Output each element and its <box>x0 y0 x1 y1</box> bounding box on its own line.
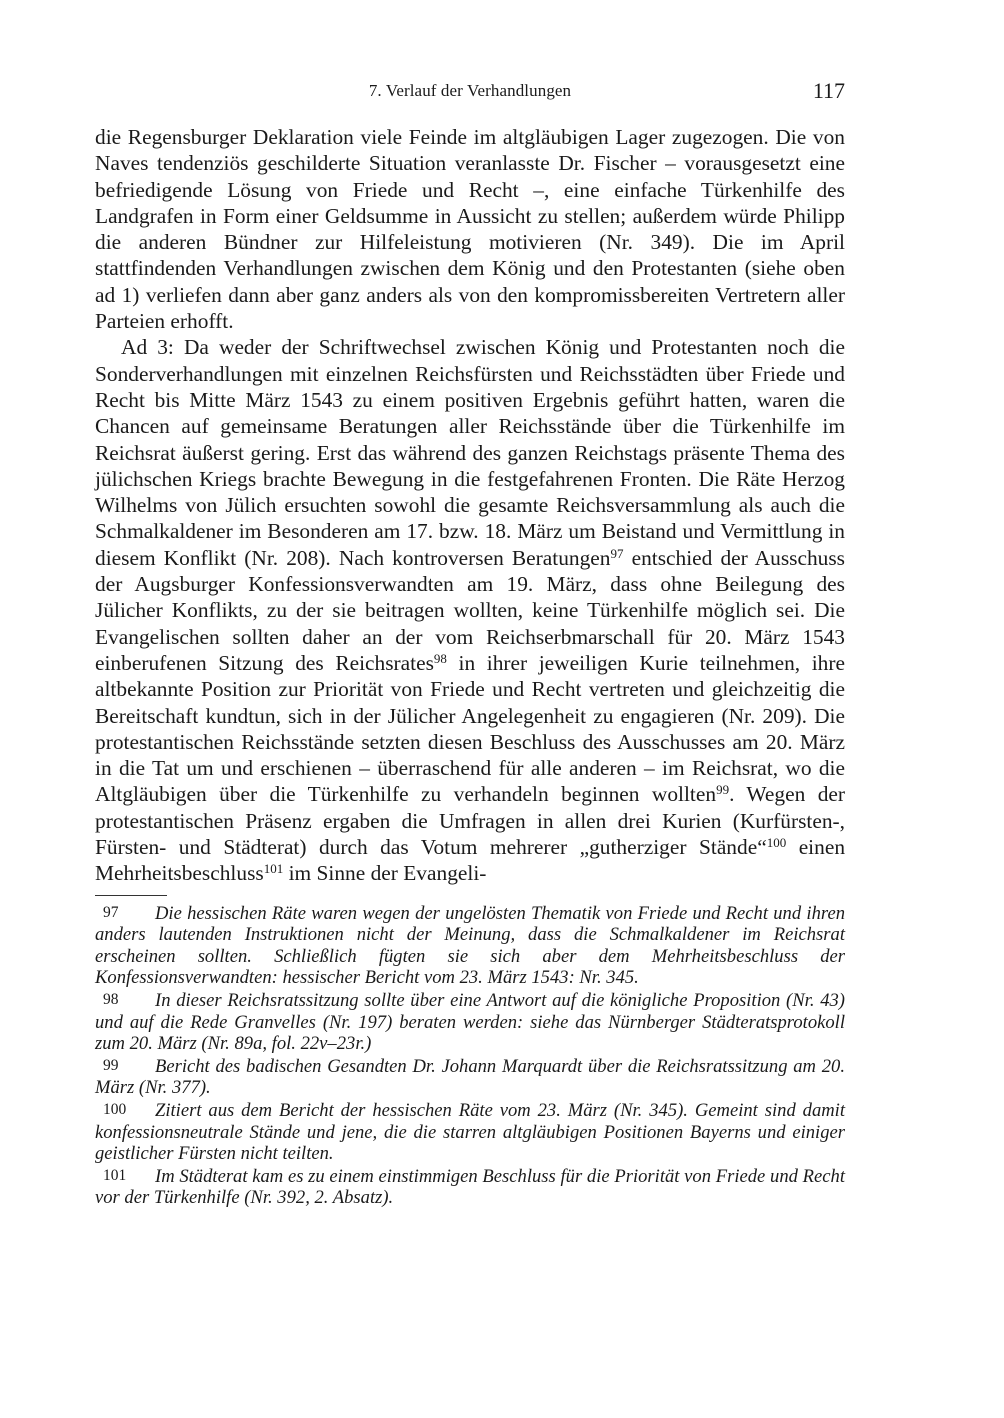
body-text-segment: Ad 3: Da weder der Schriftwechsel zwischen König und Protestanten noch die Sonderverhandlungen mit einzelnen Reichsfürsten und Reichsstädten über Friede und Recht bis Mitte März 1543 zu einem positiven Ergebnis geführt hatten, waren die Chancen auf gemeinsame Beratungen aller Reichsstände über die Türkenhilfe im Reichsrat äußerst gering. Erst das während des ganzen Reichstags präsente Thema des jülichschen Kriegs brachte Bewegung in die festgefahrenen Fronten. Die Räte Herzog Wilhelms von Jülich ersuchten sowohl die gesamte Reichsversammlung als auch die Schmalkaldener im Besonderen am 17. bzw. 18. März um Beistand und Vermittlung in diesem Konflikt (Nr. 208). Nach kontroversen Beratungen <box>95 335 845 570</box>
footnote-text: Bericht des badischen Gesandten Dr. Johann Marquardt über die Reichsratssitzung am 20. März (Nr. 377). <box>95 1055 845 1099</box>
footnote-text: Die hessischen Räte waren wegen der ungelösten Thematik von Friede und Recht und ihren anders lautenden Instruktionen nicht der Meinung, dass die Schmalkaldener im Reichsrat erscheinen sollten. Schließlich fügten sie sich aber dem Mehrheitsbeschluss der Konfessionsverwandten: hessischer Bericht vom 23. März 1543: Nr. 345. <box>95 902 845 989</box>
footnote-text: Im Städterat kam es zu einem einstimmigen Beschluss für die Priorität von Friede und Recht vor der Türkenhilfe (Nr. 392, 2. Absatz). <box>95 1165 845 1209</box>
body-text-segment: entschied der Ausschuss der Augsburger Konfessionsverwandten am 19. März, dass ohne Beilegung des Jülicher Konflikts, zu der sie beitragen wollten, keine Türkenhilfe möglich sei. Die Evangelischen sollten daher an der vom Reichserbmarschall für 20. März 1543 einberufenen Sitzung des Reichsrates <box>95 545 846 675</box>
footnote-reference[interactable]: 98 <box>433 650 447 666</box>
footnotes <box>95 902 845 1209</box>
footnote-reference[interactable]: 97 <box>610 545 624 561</box>
footnote-separator <box>95 895 167 896</box>
footnote-text: In dieser Reichsratssitzung sollte über eine Antwort auf die königliche Proposition (Nr. 43) und auf die Rede Granvelles (Nr. 197) beraten werden: siehe das Nürnberger Städteratsprotokoll zum 20. März (Nr. 89a, fol. 22v–23r.) <box>95 989 845 1055</box>
body-text-segment: im Sinne der Evangeli- <box>283 861 487 886</box>
body-text-segment: . Wegen der protestantischen Präsenz ergaben die Umfragen in allen drei Kurien (Kurfürsten-, Fürsten- und Städterat) durch das Votum mehrerer „gutherziger Stände“ <box>95 782 846 860</box>
book-page <box>95 78 845 1209</box>
body-text-segment: die Regensburger Deklaration viele Feinde im altgläubigen Lager zugezogen. Die von Naves tendenziös geschilderte Situation veranlasste Dr. Fischer – vorausgesetzt eine befriedigende Lösung von Friede und Recht –, eine einfache Türkenhilfe des Landgrafen in Form einer Geldsumme in Aussicht zu stellen; außerdem würde Philipp die anderen Bündner zur Hilfeleistung motivieren (Nr. 349). Die im April stattfindenden Verhandlungen zwischen dem König und den Protestanten (siehe oben ad 1) verliefen dann aber ganz anders als von den kompromissbereiten Vertretern aller Parteien erhofft. <box>95 125 845 334</box>
footnote-number: 100 <box>103 1100 127 1118</box>
body-text-segment: in ihrer jeweiligen Kurie teilnehmen, ihre altbekannte Position zur Priorität von Friede und Recht vertreten und gleichzeitig die Bereitschaft kundtun, sich in der Jülicher Angelegenheit zu engagieren (Nr. 209). Die protestantischen Reichsstände setzten diesen Beschluss des Ausschusses am 20. März in die Tat um und erschienen – überraschend für alle anderen – im Reichsrat, wo die Altgläubigen über die Türkenhilfe zu verhandeln beginnen wollten <box>95 650 845 807</box>
footnote-number: 99 <box>103 1056 119 1074</box>
body-paragraph <box>95 334 845 886</box>
footnote-reference[interactable]: 101 <box>263 861 284 877</box>
page-number: 117 <box>812 78 845 103</box>
footnote-reference[interactable]: 99 <box>716 782 730 798</box>
running-title: 7. Verlauf der Verhandlungen <box>368 81 572 100</box>
footnote-number: 97 <box>103 903 119 921</box>
body-text-segment: einen Mehrheitsbeschluss <box>95 835 846 886</box>
footnote <box>95 1165 845 1209</box>
body-paragraph <box>95 124 845 334</box>
footnote <box>95 1099 845 1165</box>
footnote-reference[interactable]: 100 <box>766 835 787 851</box>
footnote-number: 101 <box>103 1166 127 1184</box>
footnote <box>95 902 845 989</box>
footnote <box>95 989 845 1055</box>
footnote <box>95 1055 845 1099</box>
footnote-number: 98 <box>103 990 119 1008</box>
body-text <box>95 124 845 887</box>
page-header <box>95 78 845 108</box>
footnote-text: Zitiert aus dem Bericht der hessischen Räte vom 23. März (Nr. 345). Gemeint sind damit konfessionsneutrale Stände und jene, die die starren altgläubigen Positionen Bayerns und einiger geistlicher Fürsten nicht teilten. <box>95 1099 845 1165</box>
